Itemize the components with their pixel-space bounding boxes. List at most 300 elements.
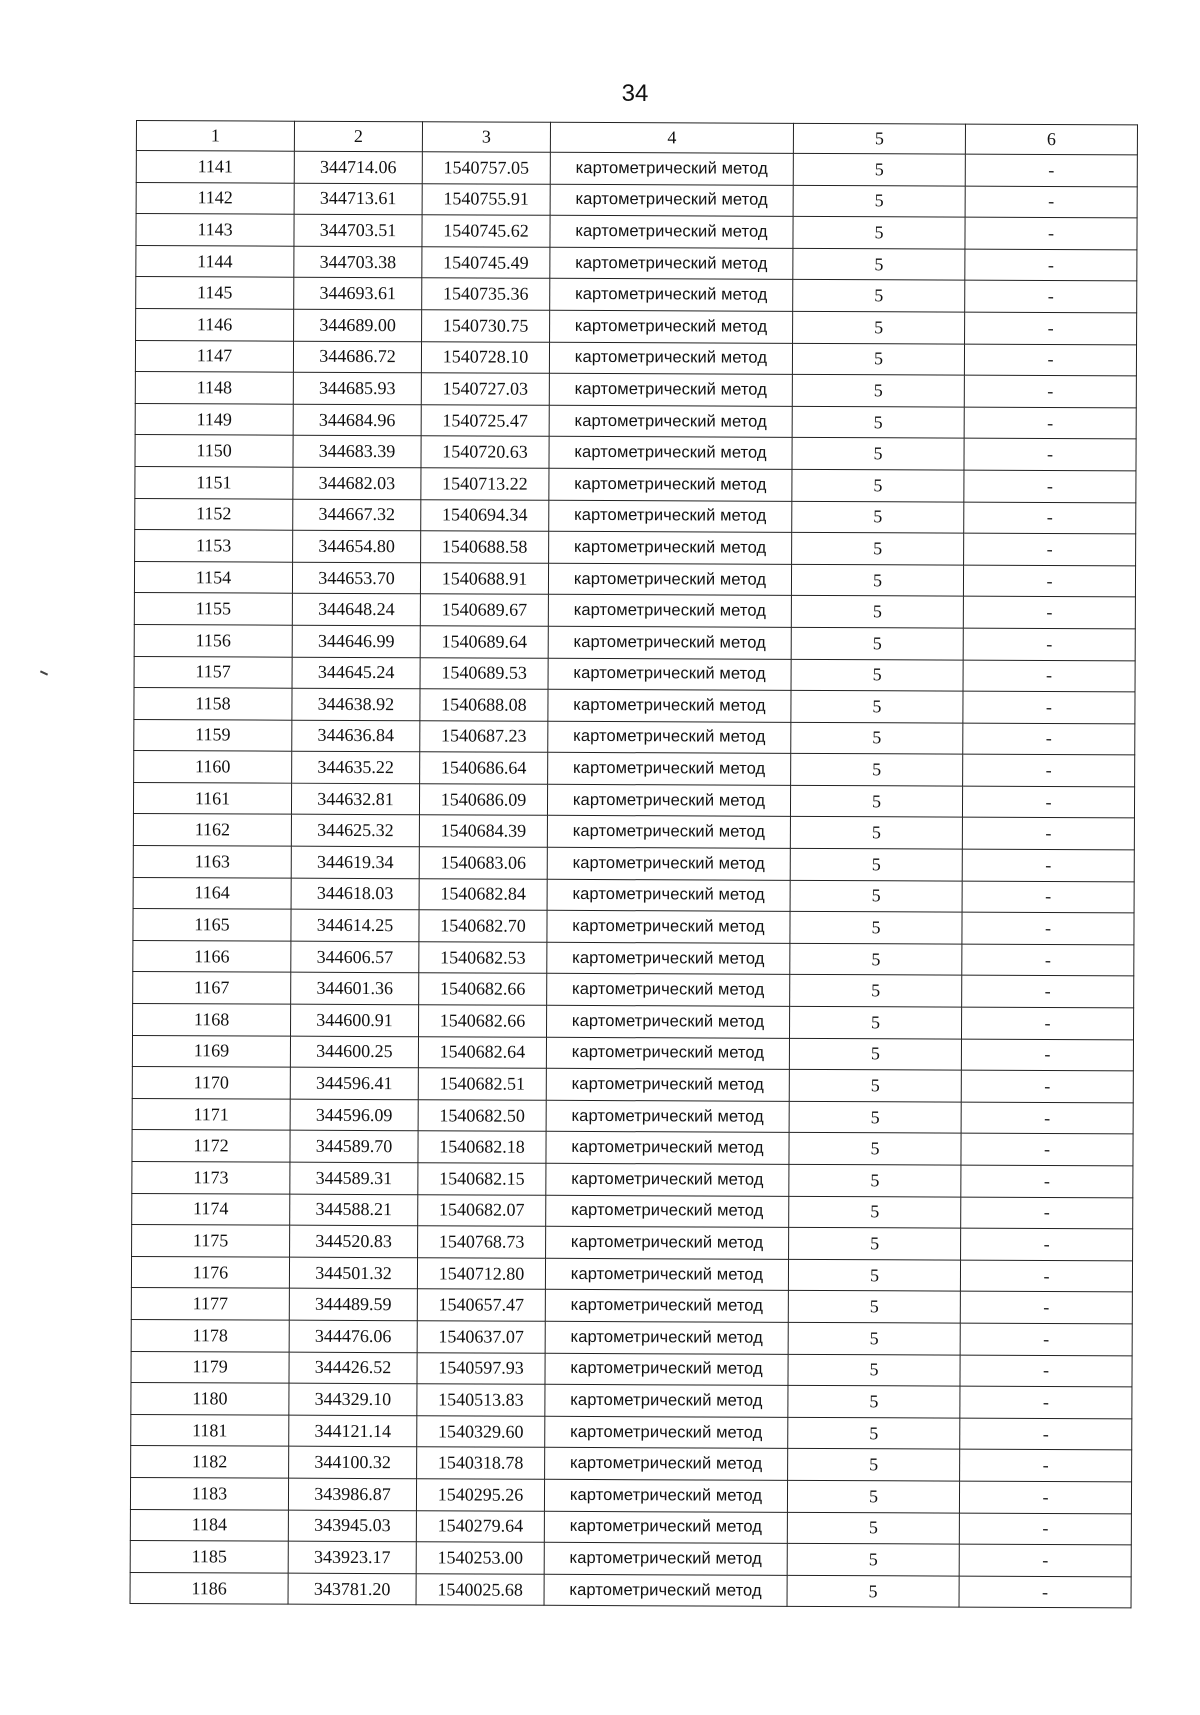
accuracy-cell: 5 — [791, 596, 963, 628]
note-cell: - — [962, 976, 1134, 1008]
note-cell: - — [962, 881, 1134, 913]
x-coordinate-cell: 344683.39 — [293, 436, 421, 468]
table-row — [133, 782, 1134, 818]
table-row — [132, 1035, 1133, 1071]
note-cell: - — [961, 1039, 1133, 1071]
y-coordinate-cell: 1540657.47 — [417, 1289, 545, 1321]
point-number-cell: 1179 — [131, 1351, 289, 1383]
accuracy-cell: 5 — [789, 1070, 961, 1102]
method-cell: картометрический метод — [548, 721, 791, 754]
method-cell: картометрический метод — [550, 152, 793, 185]
table-row — [132, 1130, 1133, 1166]
note-cell: - — [960, 1386, 1132, 1418]
x-coordinate-cell: 344686.72 — [293, 341, 421, 373]
y-coordinate-cell: 1540682.66 — [419, 1005, 547, 1037]
accuracy-cell: 5 — [788, 1417, 960, 1449]
table-row — [136, 151, 1137, 187]
note-cell: - — [962, 944, 1134, 976]
table-row — [135, 498, 1136, 534]
note-cell: - — [964, 470, 1136, 502]
x-coordinate-cell: 344635.22 — [292, 751, 420, 783]
accuracy-cell: 5 — [790, 880, 962, 912]
note-cell: - — [963, 723, 1135, 755]
column-header: 4 — [550, 122, 793, 153]
table-row — [135, 372, 1136, 408]
point-number-cell: 1180 — [131, 1383, 289, 1415]
method-cell: картометрический метод — [549, 500, 792, 533]
method-cell: картометрический метод — [548, 658, 791, 691]
point-number-cell: 1168 — [133, 1004, 291, 1036]
method-cell: картометрический метод — [550, 247, 793, 280]
table-body — [130, 151, 1137, 1609]
x-coordinate-cell: 344596.41 — [290, 1067, 418, 1099]
note-cell: - — [963, 628, 1135, 660]
y-coordinate-cell: 1540686.09 — [419, 784, 547, 816]
x-coordinate-cell: 344625.32 — [291, 815, 419, 847]
table-row — [130, 1541, 1131, 1577]
accuracy-cell: 5 — [791, 659, 963, 691]
note-cell: - — [961, 1228, 1133, 1260]
accuracy-cell: 5 — [791, 754, 963, 786]
point-number-cell: 1153 — [135, 530, 293, 562]
note-cell: - — [963, 565, 1135, 597]
table-row — [132, 1161, 1133, 1197]
method-cell: картометрический метод — [550, 310, 793, 343]
y-coordinate-cell: 1540513.83 — [417, 1384, 545, 1416]
coordinates-table — [130, 120, 1138, 1609]
point-number-cell: 1176 — [131, 1256, 289, 1288]
note-cell: - — [961, 1102, 1133, 1134]
table-row — [136, 245, 1137, 281]
note-cell: - — [963, 660, 1135, 692]
method-cell: картометрический метод — [544, 1574, 787, 1607]
y-coordinate-cell: 1540684.39 — [419, 815, 547, 847]
point-number-cell: 1184 — [130, 1509, 288, 1541]
method-cell: картометрический метод — [546, 1069, 789, 1102]
table-row — [132, 1098, 1133, 1134]
point-number-cell: 1159 — [134, 719, 292, 751]
point-number-cell: 1146 — [136, 308, 294, 340]
method-cell: картометрический метод — [546, 1163, 789, 1196]
point-number-cell: 1169 — [132, 1035, 290, 1067]
x-coordinate-cell: 344646.99 — [292, 625, 420, 657]
y-coordinate-cell: 1540689.53 — [420, 657, 548, 689]
note-cell: - — [963, 596, 1135, 628]
x-coordinate-cell: 344606.57 — [291, 941, 419, 973]
table-row — [134, 624, 1135, 660]
x-coordinate-cell: 344648.24 — [292, 593, 420, 625]
accuracy-cell: 5 — [788, 1322, 960, 1354]
point-number-cell: 1174 — [132, 1193, 290, 1225]
y-coordinate-cell: 1540682.51 — [418, 1068, 546, 1100]
x-coordinate-cell: 344667.32 — [293, 499, 421, 531]
accuracy-cell: 5 — [789, 1196, 961, 1228]
y-coordinate-cell: 1540682.18 — [418, 1131, 546, 1163]
table-row — [135, 340, 1136, 376]
accuracy-cell: 5 — [793, 153, 965, 185]
point-number-cell: 1152 — [135, 498, 293, 530]
accuracy-cell: 5 — [792, 501, 964, 533]
note-cell: - — [962, 818, 1134, 850]
method-cell: картометрический метод — [546, 1226, 789, 1259]
point-number-cell: 1166 — [133, 940, 291, 972]
accuracy-cell: 5 — [790, 1006, 962, 1038]
point-number-cell: 1170 — [132, 1067, 290, 1099]
note-cell: - — [961, 1165, 1133, 1197]
x-coordinate-cell: 344638.92 — [292, 688, 420, 720]
point-number-cell: 1143 — [136, 214, 294, 246]
accuracy-cell: 5 — [793, 185, 965, 217]
accuracy-cell: 5 — [793, 217, 965, 249]
y-coordinate-cell: 1540720.63 — [421, 436, 549, 468]
y-coordinate-cell: 1540683.06 — [419, 847, 547, 879]
method-cell: картометрический метод — [545, 1416, 788, 1449]
accuracy-cell: 5 — [792, 343, 964, 375]
point-number-cell: 1181 — [131, 1414, 289, 1446]
x-coordinate-cell: 344689.00 — [294, 309, 422, 341]
accuracy-cell: 5 — [788, 1386, 960, 1418]
method-cell: картометрический метод — [544, 1542, 787, 1575]
table-row — [133, 877, 1134, 913]
table-row — [131, 1351, 1132, 1387]
accuracy-cell: 5 — [789, 1228, 961, 1260]
y-coordinate-cell: 1540682.15 — [418, 1163, 546, 1195]
accuracy-cell: 5 — [793, 248, 965, 280]
y-coordinate-cell: 1540755.91 — [422, 183, 550, 215]
point-number-cell: 1160 — [134, 751, 292, 783]
note-cell: - — [960, 1355, 1132, 1387]
note-cell: - — [964, 344, 1136, 376]
column-header: 6 — [965, 124, 1137, 155]
point-number-cell: 1173 — [132, 1161, 290, 1193]
accuracy-cell: 5 — [788, 1354, 960, 1386]
y-coordinate-cell: 1540745.49 — [422, 247, 550, 279]
y-coordinate-cell: 1540682.53 — [419, 942, 547, 974]
note-cell: - — [963, 691, 1135, 723]
accuracy-cell: 5 — [790, 943, 962, 975]
accuracy-cell: 5 — [791, 564, 963, 596]
table-row — [136, 277, 1137, 313]
accuracy-cell: 5 — [791, 627, 963, 659]
y-coordinate-cell: 1540712.80 — [417, 1258, 545, 1290]
y-coordinate-cell: 1540694.34 — [421, 499, 549, 531]
y-coordinate-cell: 1540279.64 — [416, 1510, 544, 1542]
note-cell: - — [960, 1449, 1132, 1481]
point-number-cell: 1167 — [133, 972, 291, 1004]
x-coordinate-cell: 344632.81 — [291, 783, 419, 815]
y-coordinate-cell: 1540686.64 — [420, 752, 548, 784]
point-number-cell: 1141 — [136, 151, 294, 183]
x-coordinate-cell: 344618.03 — [291, 878, 419, 910]
table-row — [130, 1477, 1131, 1513]
accuracy-cell: 5 — [790, 817, 962, 849]
x-coordinate-cell: 344600.91 — [291, 1004, 419, 1036]
y-coordinate-cell: 1540295.26 — [416, 1479, 544, 1511]
x-coordinate-cell: 344501.32 — [289, 1257, 417, 1289]
accuracy-cell: 5 — [792, 469, 964, 501]
table-row — [135, 530, 1136, 566]
y-coordinate-cell: 1540025.68 — [416, 1573, 544, 1605]
note-cell: - — [959, 1513, 1131, 1545]
method-cell: картометрический метод — [548, 595, 791, 628]
accuracy-cell: 5 — [790, 975, 962, 1007]
x-coordinate-cell: 344520.83 — [290, 1225, 418, 1257]
y-coordinate-cell: 1540689.67 — [420, 594, 548, 626]
point-number-cell: 1144 — [136, 245, 294, 277]
y-coordinate-cell: 1540597.93 — [417, 1352, 545, 1384]
page-number: 34 — [621, 80, 649, 107]
note-cell: - — [962, 912, 1134, 944]
note-cell: - — [961, 1070, 1133, 1102]
point-number-cell: 1151 — [135, 466, 293, 498]
point-number-cell: 1177 — [131, 1288, 289, 1320]
accuracy-cell: 5 — [787, 1480, 959, 1512]
note-cell: - — [964, 375, 1136, 407]
x-coordinate-cell: 344636.84 — [292, 720, 420, 752]
table-row — [136, 182, 1137, 218]
point-number-cell: 1162 — [133, 814, 291, 846]
accuracy-cell: 5 — [790, 912, 962, 944]
x-coordinate-cell: 344489.59 — [289, 1289, 417, 1321]
y-coordinate-cell: 1540768.73 — [418, 1226, 546, 1258]
x-coordinate-cell: 344654.80 — [293, 530, 421, 562]
x-coordinate-cell: 344645.24 — [292, 657, 420, 689]
accuracy-cell: 5 — [788, 1291, 960, 1323]
table-row — [134, 751, 1135, 787]
x-coordinate-cell: 344693.61 — [294, 278, 422, 310]
y-coordinate-cell: 1540637.07 — [417, 1321, 545, 1353]
method-cell: картометрический метод — [545, 1258, 788, 1291]
y-coordinate-cell: 1540728.10 — [421, 341, 549, 373]
method-cell: картометрический метод — [547, 974, 790, 1007]
point-number-cell: 1142 — [136, 182, 294, 214]
y-coordinate-cell: 1540745.62 — [422, 215, 550, 247]
method-cell: картометрический метод — [546, 1195, 789, 1228]
method-cell: картометрический метод — [545, 1321, 788, 1354]
accuracy-cell: 5 — [789, 1133, 961, 1165]
point-number-cell: 1161 — [133, 782, 291, 814]
note-cell: - — [965, 312, 1137, 344]
point-number-cell: 1147 — [135, 340, 293, 372]
note-cell: - — [964, 533, 1136, 565]
x-coordinate-cell: 344684.96 — [293, 404, 421, 436]
accuracy-cell: 5 — [792, 438, 964, 470]
table-header-row — [136, 121, 1137, 155]
table-row — [134, 656, 1135, 692]
accuracy-cell: 5 — [792, 375, 964, 407]
x-coordinate-cell: 344713.61 — [294, 183, 422, 215]
table-row — [133, 814, 1134, 850]
x-coordinate-cell: 344589.70 — [290, 1131, 418, 1163]
point-number-cell: 1145 — [136, 277, 294, 309]
method-cell: картометрический метод — [546, 1100, 789, 1133]
x-coordinate-cell: 344653.70 — [292, 562, 420, 594]
note-cell: - — [965, 249, 1137, 281]
point-number-cell: 1157 — [134, 656, 292, 688]
accuracy-cell: 5 — [790, 848, 962, 880]
point-number-cell: 1172 — [132, 1130, 290, 1162]
method-cell: картометрический метод — [545, 1448, 788, 1481]
table-row — [133, 1004, 1134, 1040]
method-cell: картометрический метод — [549, 468, 792, 501]
accuracy-cell: 5 — [788, 1259, 960, 1291]
point-number-cell: 1155 — [134, 593, 292, 625]
method-cell: картометрический метод — [549, 373, 792, 406]
note-cell: - — [961, 1134, 1133, 1166]
accuracy-cell: 5 — [793, 311, 965, 343]
column-header: 2 — [294, 121, 422, 152]
y-coordinate-cell: 1540687.23 — [420, 720, 548, 752]
table-row — [133, 909, 1134, 945]
x-coordinate-cell: 343923.17 — [288, 1541, 416, 1573]
method-cell: картометрический метод — [549, 437, 792, 470]
point-number-cell: 1182 — [131, 1446, 289, 1478]
method-cell: картометрический метод — [549, 405, 792, 438]
point-number-cell: 1148 — [135, 372, 293, 404]
scan-artifact — [40, 670, 48, 675]
method-cell: картометрический метод — [549, 531, 792, 564]
y-coordinate-cell: 1540688.58 — [421, 531, 549, 563]
point-number-cell: 1171 — [132, 1098, 290, 1130]
y-coordinate-cell: 1540682.64 — [418, 1036, 546, 1068]
method-cell: картометрический метод — [547, 816, 790, 849]
note-cell: - — [959, 1576, 1131, 1608]
accuracy-cell: 5 — [792, 406, 964, 438]
y-coordinate-cell: 1540682.70 — [419, 910, 547, 942]
method-cell: картометрический метод — [547, 784, 790, 817]
method-cell: картометрический метод — [550, 184, 793, 217]
column-header: 3 — [422, 122, 550, 153]
table-row — [135, 435, 1136, 471]
table-row — [135, 466, 1136, 502]
method-cell: картометрический метод — [547, 879, 790, 912]
y-coordinate-cell: 1540318.78 — [417, 1447, 545, 1479]
y-coordinate-cell: 1540329.60 — [417, 1415, 545, 1447]
table-row — [136, 308, 1137, 344]
note-cell: - — [959, 1481, 1131, 1513]
point-number-cell: 1158 — [134, 688, 292, 720]
point-number-cell: 1165 — [133, 909, 291, 941]
accuracy-cell: 5 — [787, 1543, 959, 1575]
x-coordinate-cell: 343945.03 — [288, 1510, 416, 1542]
table-row — [132, 1193, 1133, 1229]
note-cell: - — [964, 407, 1136, 439]
method-cell: картометрический метод — [545, 1384, 788, 1417]
x-coordinate-cell: 343781.20 — [288, 1573, 416, 1605]
accuracy-cell: 5 — [787, 1575, 959, 1607]
table-row — [131, 1414, 1132, 1450]
table-row — [132, 1067, 1133, 1103]
method-cell: картометрический метод — [547, 942, 790, 975]
note-cell: - — [960, 1291, 1132, 1323]
point-number-cell: 1149 — [135, 403, 293, 435]
y-coordinate-cell: 1540730.75 — [422, 310, 550, 342]
y-coordinate-cell: 1540688.91 — [420, 562, 548, 594]
x-coordinate-cell: 344682.03 — [293, 467, 421, 499]
table-row — [134, 688, 1135, 724]
y-coordinate-cell: 1540682.84 — [419, 878, 547, 910]
x-coordinate-cell: 344426.52 — [289, 1352, 417, 1384]
method-cell: картометрический метод — [548, 563, 791, 596]
x-coordinate-cell: 344600.25 — [290, 1036, 418, 1068]
table-row — [131, 1288, 1132, 1324]
point-number-cell: 1186 — [130, 1572, 288, 1604]
point-number-cell: 1150 — [135, 435, 293, 467]
note-cell: - — [960, 1418, 1132, 1450]
note-cell: - — [965, 186, 1137, 218]
x-coordinate-cell: 344685.93 — [293, 372, 421, 404]
method-cell: картометрический метод — [548, 753, 791, 786]
note-cell: - — [961, 1007, 1133, 1039]
x-coordinate-cell: 344329.10 — [289, 1383, 417, 1415]
note-cell: - — [965, 154, 1137, 186]
table-row — [130, 1509, 1131, 1545]
x-coordinate-cell: 344601.36 — [291, 973, 419, 1005]
table-row — [133, 972, 1134, 1008]
point-number-cell: 1163 — [133, 846, 291, 878]
point-number-cell: 1185 — [130, 1541, 288, 1573]
accuracy-cell: 5 — [791, 722, 963, 754]
y-coordinate-cell: 1540757.05 — [422, 152, 550, 184]
point-number-cell: 1183 — [130, 1477, 288, 1509]
y-coordinate-cell: 1540682.66 — [419, 973, 547, 1005]
accuracy-cell: 5 — [790, 785, 962, 817]
table-row — [131, 1319, 1132, 1355]
method-cell: картометрический метод — [545, 1290, 788, 1323]
accuracy-cell: 5 — [788, 1449, 960, 1481]
note-cell: - — [961, 1197, 1133, 1229]
x-coordinate-cell: 344100.32 — [289, 1447, 417, 1479]
note-cell: - — [965, 280, 1137, 312]
x-coordinate-cell: 344476.06 — [289, 1320, 417, 1352]
method-cell: картометрический метод — [544, 1511, 787, 1544]
method-cell: картометрический метод — [547, 911, 790, 944]
column-header: 1 — [136, 121, 294, 152]
y-coordinate-cell: 1540688.08 — [420, 689, 548, 721]
method-cell: картометрический метод — [549, 342, 792, 375]
table-row — [134, 593, 1135, 629]
y-coordinate-cell: 1540682.50 — [418, 1100, 546, 1132]
note-cell: - — [960, 1323, 1132, 1355]
x-coordinate-cell: 344588.21 — [290, 1194, 418, 1226]
coordinates-table-container — [130, 120, 1137, 1609]
x-coordinate-cell: 344703.51 — [294, 214, 422, 246]
table-row — [131, 1383, 1132, 1419]
method-cell: картометрический метод — [547, 1005, 790, 1038]
column-header: 5 — [793, 123, 965, 154]
y-coordinate-cell: 1540725.47 — [421, 404, 549, 436]
note-cell: - — [964, 438, 1136, 470]
note-cell: - — [965, 217, 1137, 249]
x-coordinate-cell: 343986.87 — [288, 1478, 416, 1510]
note-cell: - — [960, 1260, 1132, 1292]
y-coordinate-cell: 1540727.03 — [421, 373, 549, 405]
accuracy-cell: 5 — [791, 690, 963, 722]
method-cell: картометрический метод — [550, 215, 793, 248]
point-number-cell: 1156 — [134, 624, 292, 656]
note-cell: - — [962, 849, 1134, 881]
table-row — [136, 214, 1137, 250]
method-cell: картометрический метод — [550, 279, 793, 312]
table-row — [130, 1572, 1131, 1608]
accuracy-cell: 5 — [789, 1038, 961, 1070]
table-row — [131, 1446, 1132, 1482]
table-row — [133, 846, 1134, 882]
y-coordinate-cell: 1540713.22 — [421, 468, 549, 500]
y-coordinate-cell: 1540689.64 — [420, 626, 548, 658]
point-number-cell: 1154 — [134, 561, 292, 593]
x-coordinate-cell: 344589.31 — [290, 1162, 418, 1194]
